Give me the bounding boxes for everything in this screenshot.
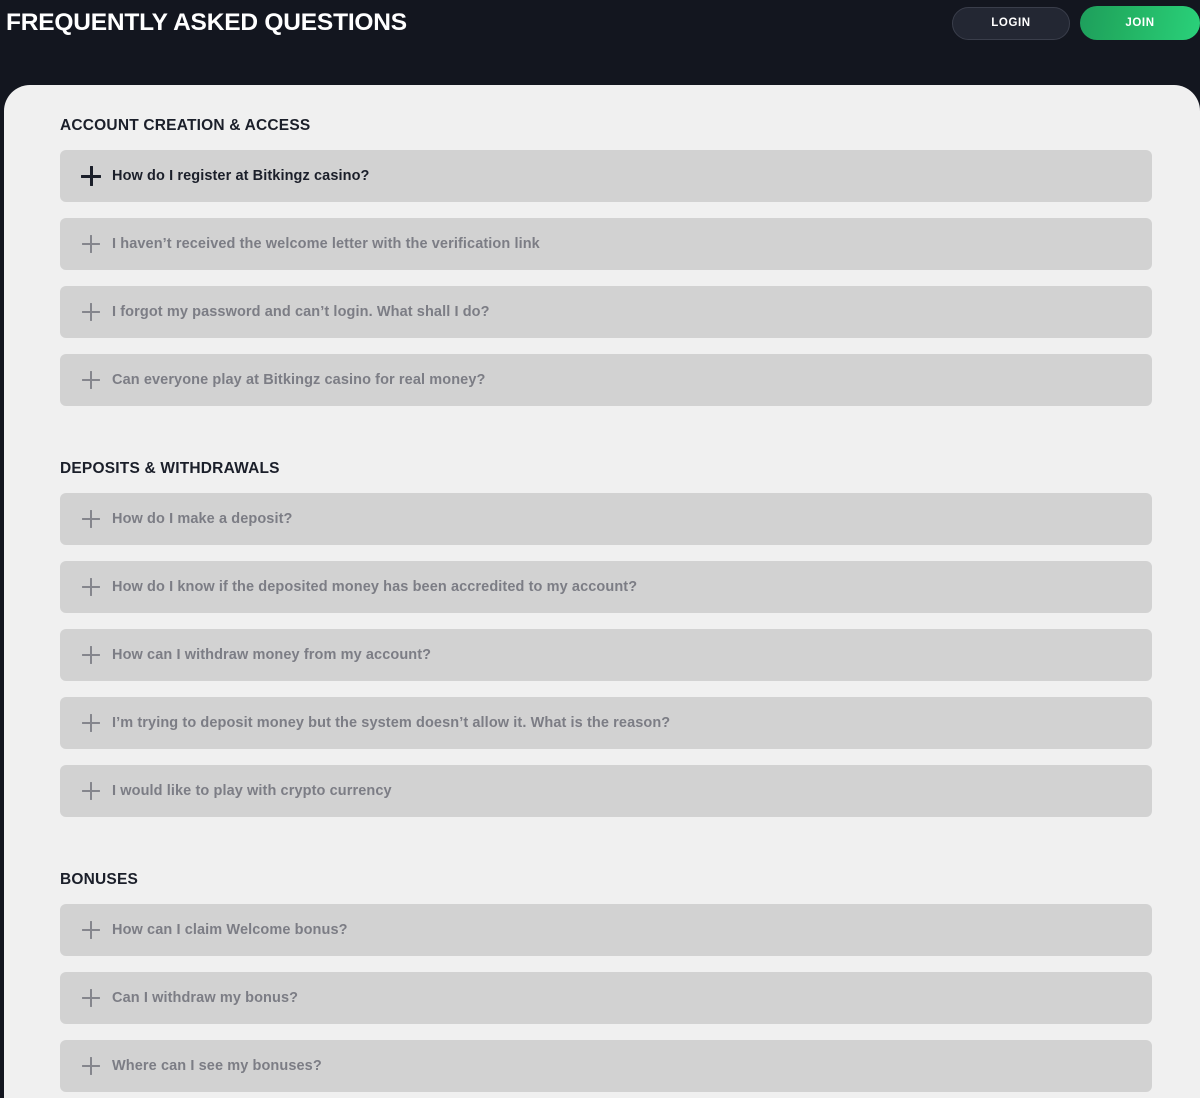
section-title: BONUSES — [60, 871, 139, 888]
plus-icon[interactable] — [78, 231, 104, 257]
faq-item[interactable] — [60, 561, 1152, 613]
faq-list — [60, 150, 1152, 406]
faq-item[interactable] — [60, 493, 1152, 545]
faq-section — [60, 116, 1152, 422]
faq-item[interactable] — [60, 1040, 1152, 1092]
faq-item-label: Can I withdraw my bonus? — [112, 990, 299, 1006]
login-button[interactable]: LOGIN — [952, 7, 1070, 40]
plus-icon[interactable] — [78, 1053, 104, 1079]
faq-item[interactable] — [60, 150, 1152, 202]
faq-card — [4, 85, 1200, 1098]
faq-item[interactable] — [60, 354, 1152, 406]
faq-list — [60, 493, 1152, 817]
plus-icon[interactable] — [78, 642, 104, 668]
page-title: FREQUENTLY ASKED QUESTIONS — [6, 9, 407, 36]
faq-item-label: How do I make a deposit? — [112, 511, 293, 527]
faq-item[interactable] — [60, 904, 1152, 956]
page-header — [0, 0, 1200, 86]
faq-item-label: How can I claim Welcome bonus? — [112, 922, 348, 938]
section-title: DEPOSITS & WITHDRAWALS — [60, 460, 280, 477]
faq-item-label: I forgot my password and can’t login. What shall I do? — [112, 304, 490, 320]
faq-item-label: How do I know if the deposited money has been accredited to my account? — [112, 579, 638, 595]
section-title: ACCOUNT CREATION & ACCESS — [60, 117, 311, 134]
faq-item[interactable] — [60, 697, 1152, 749]
faq-item-label: Can everyone play at Bitkingz casino for real money? — [112, 372, 486, 388]
faq-item[interactable] — [60, 218, 1152, 270]
plus-icon[interactable] — [78, 917, 104, 943]
faq-item[interactable] — [60, 972, 1152, 1024]
faq-section — [60, 459, 1152, 833]
faq-item-label: How do I register at Bitkingz casino? — [112, 168, 370, 184]
plus-icon[interactable] — [78, 985, 104, 1011]
header-actions — [952, 6, 1200, 40]
plus-icon[interactable] — [78, 299, 104, 325]
faq-item[interactable] — [60, 629, 1152, 681]
join-button[interactable]: JOIN — [1080, 6, 1200, 40]
plus-icon[interactable] — [78, 574, 104, 600]
faq-item[interactable] — [60, 286, 1152, 338]
plus-icon[interactable] — [78, 778, 104, 804]
faq-item-label: I would like to play with crypto currency — [112, 783, 392, 799]
faq-item-label: I haven’t received the welcome letter with the verification link — [112, 236, 540, 252]
plus-icon[interactable] — [78, 367, 104, 393]
faq-item-label: How can I withdraw money from my account? — [112, 647, 432, 663]
faq-item-label: I’m trying to deposit money but the system doesn’t allow it. What is the reason? — [112, 715, 671, 731]
faq-section — [60, 870, 1152, 1098]
plus-icon[interactable] — [78, 710, 104, 736]
faq-list — [60, 904, 1152, 1092]
plus-icon[interactable] — [78, 506, 104, 532]
plus-icon[interactable] — [78, 163, 104, 189]
faq-item[interactable] — [60, 765, 1152, 817]
faq-item-label: Where can I see my bonuses? — [112, 1058, 322, 1074]
